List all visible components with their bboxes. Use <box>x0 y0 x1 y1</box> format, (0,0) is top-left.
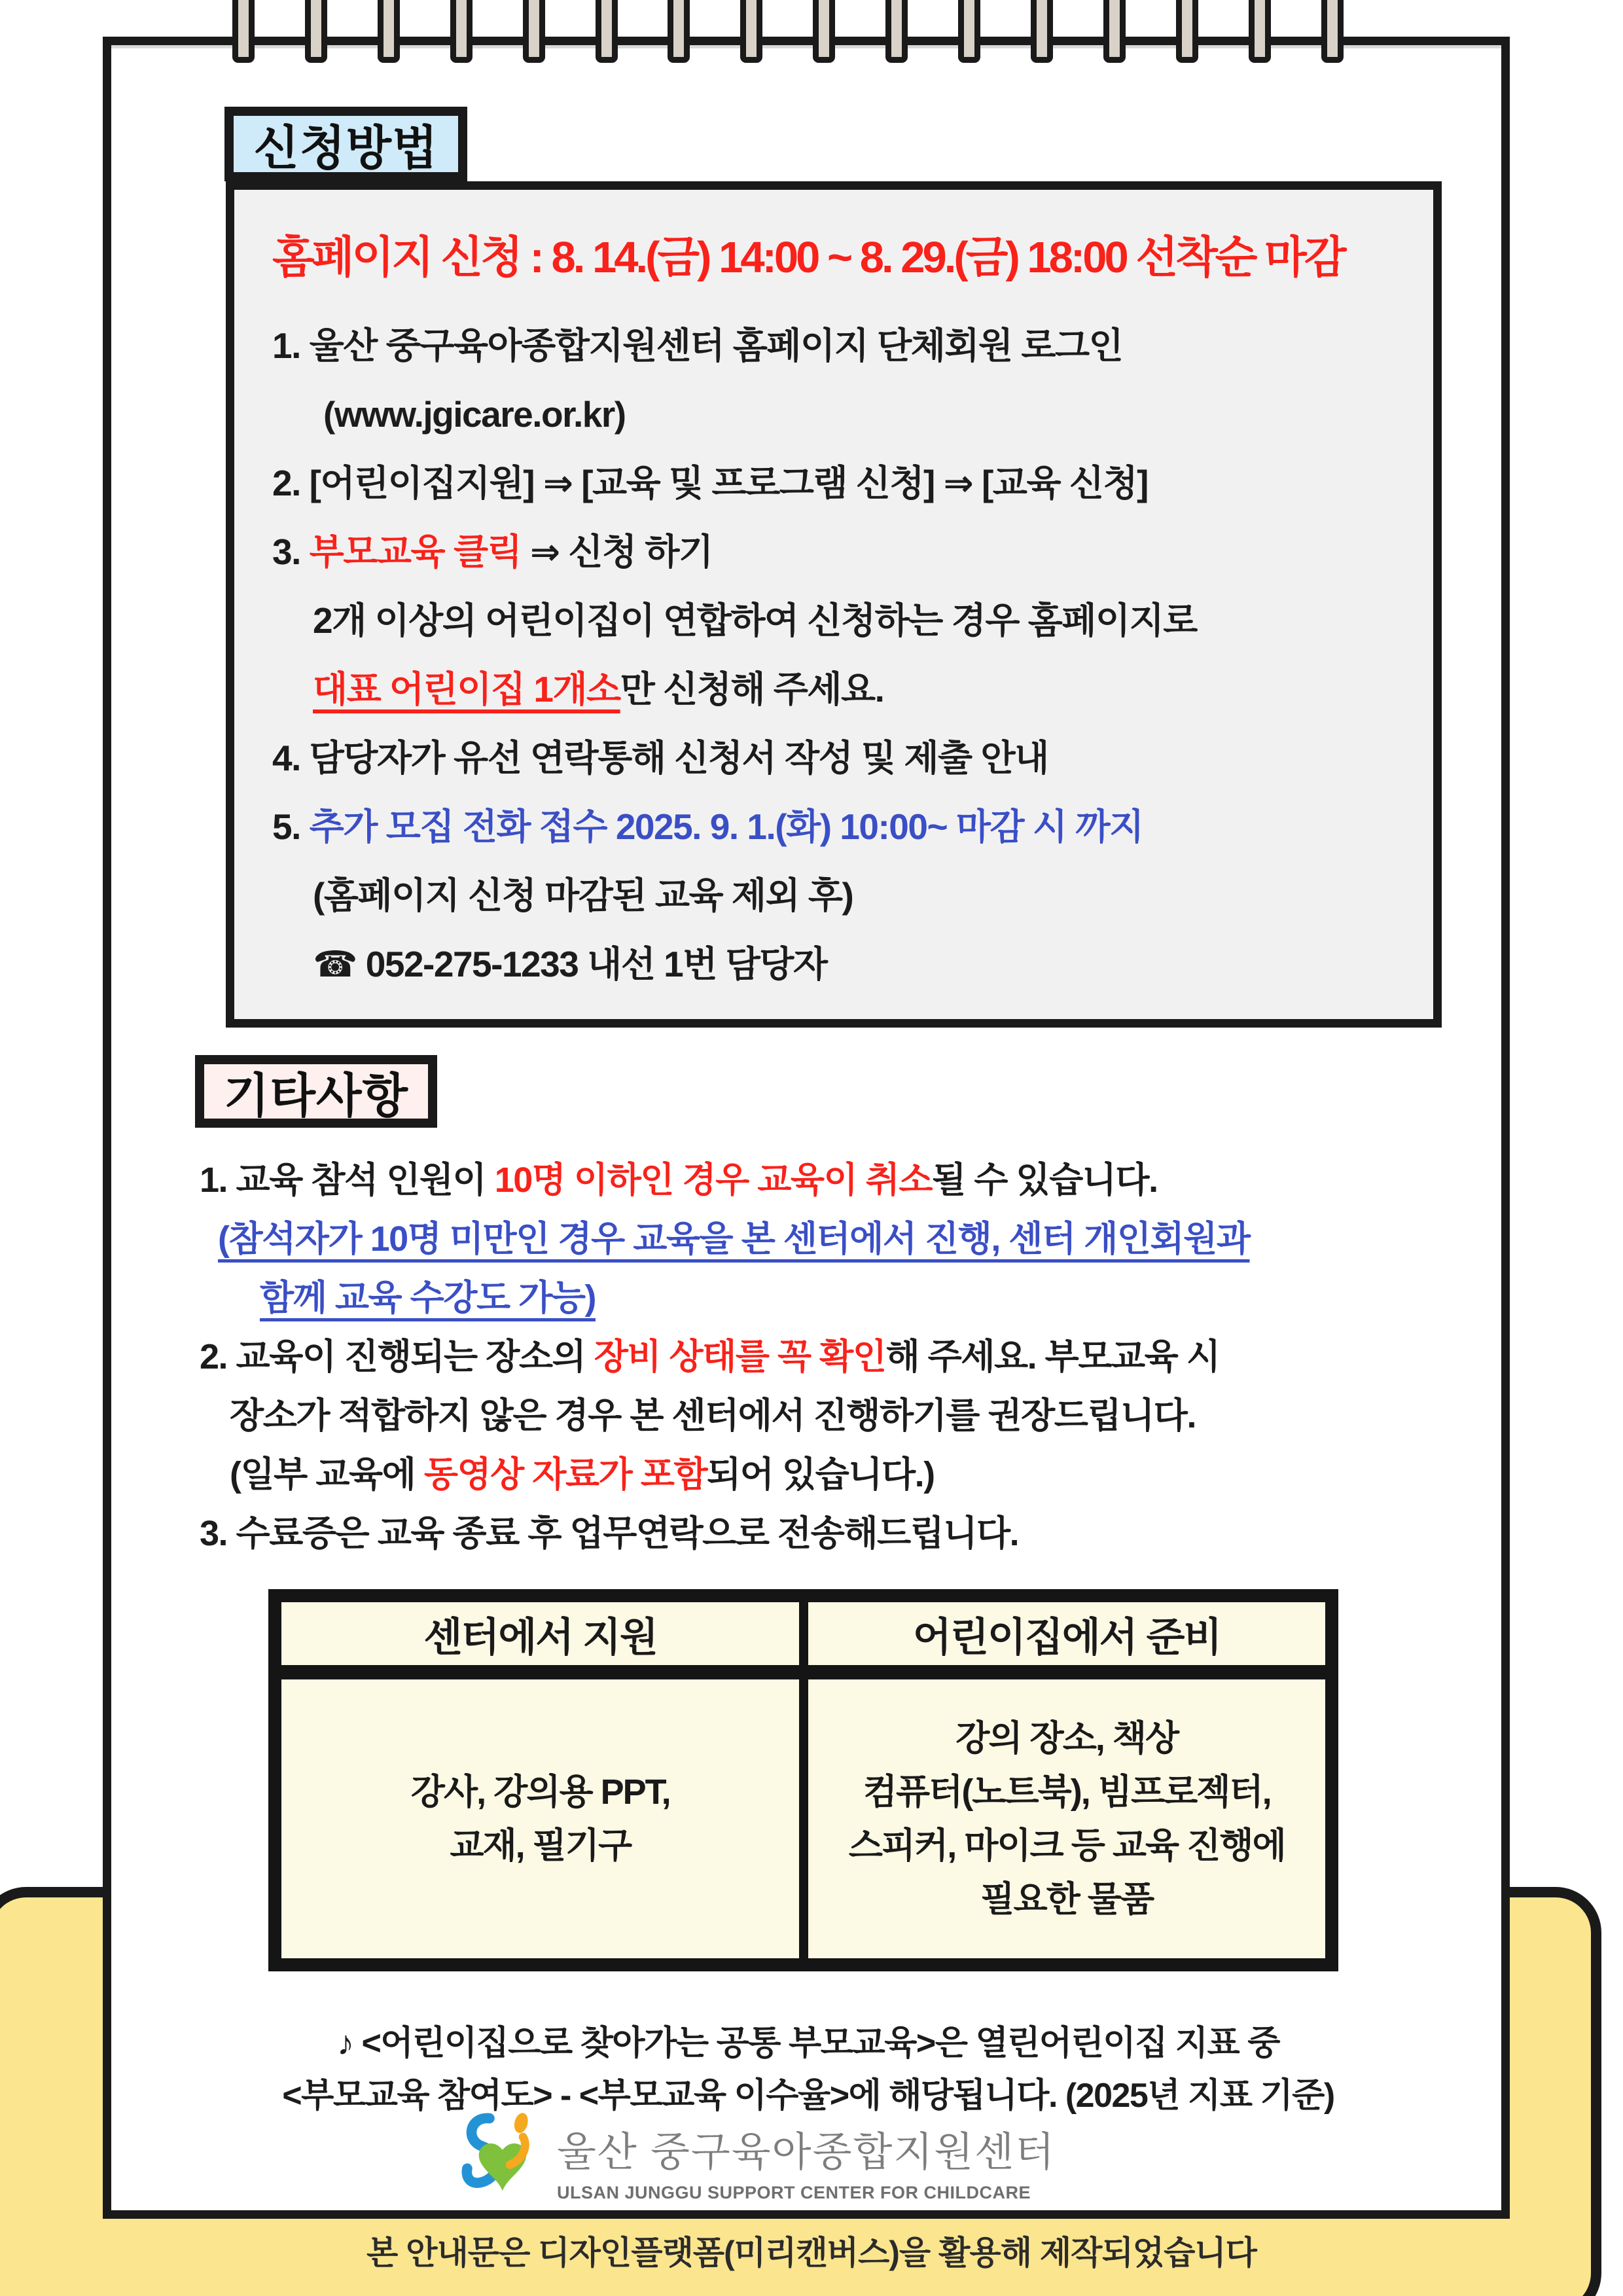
section-badge-apply <box>224 107 467 181</box>
note-2: 2. 교육이 진행되는 장소의 장비 상태를 꼭 확인해 주세요. 부모교육 시 <box>200 1337 1220 1376</box>
apply-step-3-note2-highlight: 대표 어린이집 1개소 <box>313 669 620 709</box>
note-2-sub1: 장소가 적합하지 않은 경우 본 센터에서 진행하기를 권장드립니다. <box>230 1396 1196 1435</box>
apply-step-4: 4. 담당자가 유선 연락통해 신청서 작성 및 제출 안내 <box>272 738 1048 778</box>
table-cell-center-provides: 강사, 강의용 PPT, 교재, 필기구 <box>281 1679 808 1958</box>
spiral-ring <box>1321 0 1344 63</box>
spiral-ring <box>885 0 908 63</box>
credit-bar-text: 본 안내문은 디자인플랫폼(미리캔버스)을 활용해 제작되었습니다 <box>366 2234 1257 2271</box>
spiral-ring <box>1031 0 1053 63</box>
application-method-box <box>226 181 1442 1028</box>
spiral-ring <box>378 0 400 63</box>
support-table <box>268 1589 1338 1971</box>
apply-step-5-highlight: 추가 모집 전화 접수 2025. 9. 1.(화) 10:00~ 마감 시 까지 <box>309 806 1143 847</box>
apply-step-3: 3. 부모교육 클릭 ⇒ 신청 하기 <box>272 531 713 572</box>
spiral-ring <box>813 0 835 63</box>
center-logo <box>461 2113 1056 2209</box>
spiral-ring <box>232 0 255 63</box>
apply-phone-line: ☎ 052-275-1233 내선 1번 담당자 <box>313 944 827 984</box>
note-3: 3. 수료증은 교육 종료 후 업무연락으로 전송해드립니다. <box>200 1514 1019 1553</box>
apply-step-5-note: (홈페이지 신청 마감된 교육 제외 후) <box>313 875 853 916</box>
spiral-ring <box>450 0 473 63</box>
apply-step-5: 5. 추가 모집 전화 접수 2025. 9. 1.(화) 10:00~ 마감 시 까지 <box>272 806 1143 847</box>
section-badge-etc-label: 기타사항 <box>223 1069 409 1122</box>
note-1-sub1: (참석자가 10명 미만인 경우 교육을 본 센터에서 진행, 센터 개인회원과 <box>218 1219 1250 1259</box>
apply-step-1-url: (www.jgicare.or.kr) <box>323 394 626 435</box>
indicator-footnote-line1: ♪ <어린이집으로 찾아가는 공통 부모교육>은 열린어린이집 지표 중 <box>337 2024 1279 2062</box>
spiral-ring <box>305 0 327 63</box>
indicator-footnote-line2: <부모교육 참여도> - <부모교육 이수율>에 해당됩니다. (2025년 지표 기준) <box>282 2077 1334 2115</box>
note-1-highlight: 10명 이하인 경우 교육이 취소 <box>494 1160 933 1200</box>
note-1-sub2: 함께 교육 수강도 가능) <box>260 1278 596 1318</box>
note-2-sub2: (일부 교육에 동영상 자료가 포함되어 있습니다.) <box>230 1455 935 1494</box>
apply-step-3-note2: 대표 어린이집 1개소만 신청해 주세요. <box>313 669 884 709</box>
center-name-english: ULSAN JUNGGU SUPPORT CENTER FOR CHILDCARE <box>557 2182 1031 2202</box>
note-1: 1. 교육 참석 인원이 10명 이하인 경우 교육이 취소될 수 있습니다. <box>200 1160 1158 1200</box>
note-2-highlight: 장비 상태를 꼭 확인 <box>594 1337 886 1376</box>
spiral-ring <box>596 0 618 63</box>
spiral-binding <box>0 0 1623 85</box>
apply-step-3-note1: 2개 이상의 어린이집이 연합하여 신청하는 경우 홈페이지로 <box>313 600 1197 641</box>
section-badge-apply-label: 신청방법 <box>253 122 438 175</box>
spiral-ring <box>1103 0 1126 63</box>
center-logo-icon <box>461 2113 540 2209</box>
table-cell-daycare-prepares: 강의 장소, 책상 컴퓨터(노트북), 빔프로젝터, 스피커, 마이크 등 교육 진행에 필요한 물품 <box>848 1719 1285 1919</box>
spiral-ring <box>740 0 762 63</box>
center-name-korean: 울산 중구육아종합지원센터 <box>557 2129 1056 2175</box>
apply-step-3-highlight: 부모교육 클릭 <box>309 531 522 572</box>
apply-step-1: 1. 울산 중구육아종합지원센터 홈페이지 단체회원 로그인 <box>272 325 1123 366</box>
table-header-daycare: 어린이집에서 준비 <box>808 1602 1325 1679</box>
note-2-sub2-highlight: 동영상 자료가 포함 <box>423 1455 707 1494</box>
spiral-ring <box>1176 0 1198 63</box>
spiral-ring <box>668 0 690 63</box>
spiral-ring <box>1249 0 1271 63</box>
table-header-center: 센터에서 지원 <box>281 1602 808 1679</box>
indicator-footnote <box>268 2017 1348 2122</box>
center-logo-text <box>557 2119 1056 2203</box>
application-period-title: 홈페이지 신청 : 8. 14.(금) 14:00 ~ 8. 29.(금) 18:00 선착순 마감 <box>272 233 1344 282</box>
section-badge-etc <box>195 1055 437 1128</box>
etc-notes-list <box>200 1151 1502 1563</box>
apply-step-2: 2. [어린이집지원] ⇒ [교육 및 프로그램 신청] ⇒ [교육 신청] <box>272 463 1148 503</box>
spiral-ring <box>523 0 545 63</box>
spiral-ring <box>958 0 980 63</box>
